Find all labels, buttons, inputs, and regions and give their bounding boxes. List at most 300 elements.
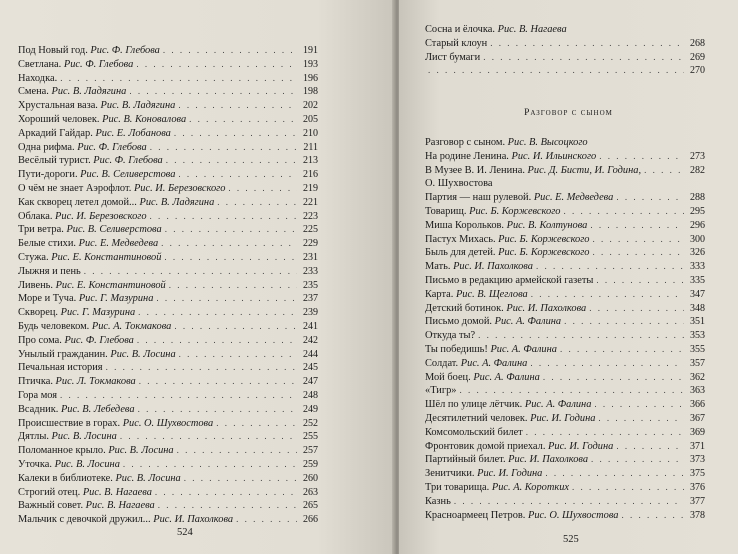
toc-page-number: 273 <box>690 150 705 162</box>
dot-leader <box>590 219 684 233</box>
toc-page-number: 265 <box>303 500 318 512</box>
toc-entry-title <box>425 453 588 467</box>
dot-leader <box>165 223 297 237</box>
illustrator-credit: Рис. Е. Медведева <box>533 192 614 204</box>
toc-entry-title <box>425 23 567 37</box>
dot-leader <box>228 182 297 196</box>
toc-entry-title <box>425 136 588 150</box>
toc-entry <box>18 458 318 472</box>
illustrator-credit: Рис. В. Лосина <box>54 458 120 470</box>
dot-leader <box>599 150 684 164</box>
poem-title: Быль для детей. <box>425 247 496 259</box>
dot-leader <box>84 265 297 279</box>
illustrator-credit: Рис. А. Фалина <box>524 399 592 411</box>
poem-title: Уточка. <box>18 458 53 470</box>
toc-entry-title <box>18 237 158 251</box>
poem-title: Красноармеец Петров. <box>425 509 526 521</box>
poem-title: Про сома. <box>18 334 62 346</box>
dot-leader <box>616 191 684 205</box>
toc-entry <box>425 233 705 247</box>
toc-page-number: 229 <box>303 238 318 250</box>
illustrator-credit: Рис. В. Ладягина <box>100 100 176 112</box>
illustrator-credit: Рис. В. Высоцкого <box>507 137 588 148</box>
dot-leader <box>138 306 297 320</box>
toc-entry <box>18 237 318 251</box>
toc-entry-title <box>18 417 213 431</box>
poem-title: «Тигр» <box>425 385 457 397</box>
poem-title: О чём не знает Аэрофлот. <box>18 182 132 194</box>
toc-entry-title <box>18 113 186 127</box>
poem-title: В Музее В. И. Ленина. <box>425 164 525 176</box>
toc-entry <box>425 288 705 302</box>
illustrator-credit: Рис. Ф. Глебова <box>64 334 134 346</box>
section-heading: Разговор с сыном <box>524 108 613 118</box>
toc-entry-title <box>18 334 134 348</box>
illustrator-credit: Рис. Е. Медведева <box>78 238 159 250</box>
toc-page-number: 263 <box>303 486 318 498</box>
toc-page-number: 221 <box>303 196 318 208</box>
poem-title: Партийный билет. <box>425 454 506 466</box>
toc-page-number: 247 <box>303 376 318 388</box>
poem-title: Мать. <box>425 261 451 273</box>
left-table-of-contents <box>18 44 318 527</box>
dot-leader <box>174 127 297 141</box>
illustrator-credit: Рис. А. Фалина <box>490 343 557 355</box>
right-toc-continued <box>425 23 705 78</box>
dot-leader <box>60 72 297 86</box>
toc-entry <box>425 191 705 205</box>
illustrator-credit: Рис. Б. Коржевского <box>498 233 590 245</box>
poem-title: Шёл по улице лётчик. <box>425 399 523 411</box>
toc-page-number: 268 <box>690 37 705 49</box>
toc-entry <box>425 23 705 37</box>
poem-title: Лист бумаги <box>425 51 481 63</box>
poem-title: Весёлый турист. <box>18 155 91 167</box>
toc-page-number: 357 <box>690 357 705 369</box>
dot-leader <box>536 260 684 274</box>
poem-title: Калеки в библиотеке. <box>18 472 113 484</box>
toc-entry <box>18 513 318 527</box>
toc-entry-title <box>18 348 176 362</box>
toc-entry-title <box>18 292 153 306</box>
poem-title: Ливень. <box>18 279 53 291</box>
toc-entry <box>425 509 705 523</box>
dot-leader <box>526 426 684 440</box>
toc-page-number: 378 <box>690 509 705 521</box>
toc-page-number: 366 <box>690 399 705 411</box>
toc-page-number: 335 <box>690 274 705 286</box>
toc-entry <box>18 251 318 265</box>
poem-title: Карта. <box>425 288 454 300</box>
toc-entry-title <box>425 440 613 454</box>
toc-entry <box>18 334 318 348</box>
dot-leader <box>644 164 684 178</box>
toc-page-number: 270 <box>690 65 705 77</box>
dot-leader <box>174 320 297 334</box>
poem-title: Зенитчики. <box>425 468 475 480</box>
toc-entry-title <box>18 265 81 279</box>
dot-leader <box>139 375 297 389</box>
toc-entry-title <box>425 150 596 164</box>
toc-entry-title <box>18 458 120 472</box>
illustrator-credit: Рис. В. Колтунова <box>506 219 588 231</box>
dot-leader <box>622 509 685 523</box>
toc-entry <box>425 37 705 51</box>
dot-leader <box>177 444 297 458</box>
left-page-number: 524 <box>177 527 193 538</box>
poem-title: Будь человеком. <box>18 320 90 332</box>
toc-page-number: 300 <box>690 233 705 245</box>
toc-entry-title <box>425 412 595 426</box>
toc-entry-title <box>18 44 160 58</box>
illustrator-credit: Рис. А. Коротких <box>491 481 570 493</box>
toc-page-number: 244 <box>303 348 318 360</box>
poem-title: Десятилетний человек. <box>425 412 528 424</box>
poem-title: Птичка. <box>18 376 53 388</box>
poem-title: Лыжня и пень <box>18 265 81 277</box>
poem-title: Разговор с сыном. <box>425 137 506 148</box>
illustrator-credit: Рис. В. Селиверстова <box>66 224 162 236</box>
toc-entry-title <box>18 168 175 182</box>
toc-entry <box>18 168 318 182</box>
toc-entry-title <box>18 320 171 334</box>
toc-entry <box>425 481 705 495</box>
toc-entry <box>18 430 318 444</box>
toc-page-number: 210 <box>303 127 318 139</box>
dot-leader <box>136 58 297 72</box>
toc-entry-title <box>18 99 175 113</box>
toc-page-number: 235 <box>303 279 318 291</box>
poem-title: О. Шухвостова <box>425 178 493 190</box>
toc-page-number: 296 <box>690 219 705 231</box>
illustrator-credit: Рис. И. Ильинского <box>511 150 597 162</box>
illustrator-credit: Рис. И. Березовского <box>133 182 226 194</box>
poem-title: Партия — наш рулевой. <box>425 192 532 204</box>
toc-page-number: 239 <box>303 307 318 319</box>
dot-leader <box>560 343 684 357</box>
dot-leader <box>530 357 684 371</box>
dot-leader <box>454 495 684 509</box>
toc-page-number: 225 <box>303 224 318 236</box>
toc-page-number: 191 <box>303 45 318 56</box>
poem-title: Старый клоун <box>425 37 488 49</box>
toc-entry <box>425 329 705 343</box>
toc-entry <box>425 64 705 78</box>
poem-title: Стужа. <box>18 251 49 263</box>
toc-entry <box>425 343 705 357</box>
toc-page-number: 233 <box>303 265 318 277</box>
toc-entry-title <box>18 196 214 210</box>
toc-entry <box>425 315 705 329</box>
dot-leader <box>129 85 297 99</box>
toc-page-number: 355 <box>690 343 705 355</box>
toc-entry-title <box>425 205 560 219</box>
toc-entry-title <box>18 223 162 237</box>
toc-entry-title <box>425 288 528 302</box>
illustrator-credit: Рис. И. Година <box>548 440 614 452</box>
poem-title: Сосна и ёлочка. <box>425 24 495 35</box>
illustrator-credit: Рис. В. Лосина <box>108 445 174 457</box>
poem-title: Три товарища. <box>425 481 490 493</box>
toc-page-number: 252 <box>303 417 318 429</box>
toc-entry <box>425 453 705 467</box>
toc-page-number: 367 <box>690 412 705 424</box>
poem-title: Ты победишь! <box>425 343 488 355</box>
right-page <box>399 0 738 554</box>
toc-page-number: 377 <box>690 495 705 507</box>
illustrator-credit: Рис. И. Година <box>477 468 543 480</box>
toc-entry <box>425 136 705 150</box>
dot-leader <box>236 513 297 527</box>
toc-entry-title <box>18 444 174 458</box>
dot-leader <box>123 458 297 472</box>
toc-entry-title <box>425 51 480 65</box>
illustrator-credit: Рис. В. Лосина <box>115 472 181 484</box>
toc-page-number: 266 <box>303 514 318 526</box>
toc-entry <box>18 389 318 403</box>
illustrator-credit: Рис. Е. Константиновой <box>55 279 166 291</box>
illustrator-credit: Рис. В. Лебедева <box>60 403 135 415</box>
toc-entry <box>18 72 318 86</box>
illustrator-credit: Рис. И. Година <box>530 412 596 424</box>
poem-title: Смена. <box>18 86 49 98</box>
toc-entry <box>425 384 705 398</box>
poem-title: Белые стихи. <box>18 238 77 250</box>
toc-entry-title <box>425 219 587 233</box>
illustrator-credit: Рис. А. Фалина <box>494 316 562 328</box>
toc-entry <box>425 150 705 164</box>
illustrator-credit: Рис. Г. Мазурина <box>78 293 154 305</box>
dot-leader <box>217 196 297 210</box>
toc-entry-title <box>18 127 171 141</box>
dot-leader <box>178 99 297 113</box>
toc-page-number: 282 <box>690 164 705 176</box>
dot-leader <box>543 371 684 385</box>
toc-entry-title <box>425 329 475 343</box>
poem-title: Строгий отец. <box>18 486 81 498</box>
toc-entry-title <box>425 164 641 178</box>
toc-page-number: 362 <box>690 371 705 383</box>
illustrator-credit: Рис. Е. Лобанова <box>95 127 171 139</box>
toc-entry-title <box>18 279 166 293</box>
toc-entry-title <box>425 481 569 495</box>
toc-entry <box>18 265 318 279</box>
toc-entry-title <box>18 85 126 99</box>
toc-entry <box>425 495 705 509</box>
dot-leader <box>616 440 684 454</box>
toc-page-number: 241 <box>303 320 318 332</box>
illustrator-credit: Рис. В. Лосина <box>51 431 117 443</box>
toc-entry <box>425 357 705 371</box>
poem-title: Гора моя <box>18 389 58 401</box>
toc-page-number: 295 <box>690 205 705 217</box>
toc-entry-title <box>18 58 133 72</box>
toc-entry <box>18 99 318 113</box>
dot-leader <box>490 37 684 51</box>
poem-title: Товарищ. <box>425 205 467 217</box>
toc-page-number: 202 <box>303 100 318 112</box>
poem-title: Миша Корольков. <box>425 219 505 231</box>
toc-entry-title <box>425 495 451 509</box>
toc-entry-title <box>18 472 181 486</box>
toc-entry <box>425 177 705 191</box>
poem-title: Мальчик с девочкой дружил... <box>18 514 151 526</box>
toc-entry-title <box>425 37 487 51</box>
toc-entry-title <box>425 315 561 329</box>
toc-entry <box>18 113 318 127</box>
toc-entry <box>425 246 705 260</box>
toc-entry <box>425 205 705 219</box>
toc-page-number: 347 <box>690 288 705 300</box>
dot-leader <box>163 44 297 58</box>
toc-entry-title <box>18 306 135 320</box>
poem-title: Происшествие в горах. <box>18 417 121 429</box>
toc-page-number: 260 <box>303 472 318 484</box>
toc-page-number: 269 <box>690 51 705 63</box>
poem-title: Поломанное крыло. <box>18 445 106 457</box>
illustrator-credit: Рис. Ф. Глебова <box>90 45 160 56</box>
poem-title: Хрустальная ваза. <box>18 100 98 112</box>
dot-leader <box>158 499 297 513</box>
toc-entry-title <box>425 233 590 247</box>
toc-page-number: 363 <box>690 385 705 397</box>
toc-entry-title <box>425 398 591 412</box>
toc-entry-title <box>18 375 136 389</box>
toc-page-number: 259 <box>303 458 318 470</box>
toc-entry-title <box>18 251 161 265</box>
toc-page-number: 255 <box>303 431 318 443</box>
toc-page-number: 333 <box>690 261 705 273</box>
dot-leader <box>216 417 297 431</box>
toc-entry <box>18 44 318 58</box>
illustrator-credit: Рис. И. Пахолкова <box>508 454 589 466</box>
poem-title: Фронтовик домой приехал. <box>425 440 546 452</box>
illustrator-credit: Рис. О. Шухвостова <box>528 509 619 521</box>
toc-entry-title <box>425 246 589 260</box>
toc-entry <box>18 472 318 486</box>
toc-entry-title <box>425 467 542 481</box>
dot-leader <box>184 472 297 486</box>
toc-entry-title <box>18 72 57 86</box>
toc-page-number: 371 <box>690 440 705 452</box>
toc-page-number: 231 <box>303 251 318 263</box>
poem-title: На родине Ленина. <box>425 150 509 162</box>
poem-title: Одна рифма. <box>18 141 75 153</box>
toc-page-number: 219 <box>303 182 318 194</box>
toc-entry <box>18 210 318 224</box>
dot-leader <box>161 237 297 251</box>
illustrator-credit: Рис. А. Токмакова <box>91 320 172 332</box>
illustrator-credit: Рис. В. Нагаева <box>82 486 152 498</box>
poem-title: Три ветра. <box>18 224 64 236</box>
toc-entry <box>425 164 705 178</box>
poem-title: Дятлы. <box>18 431 49 443</box>
toc-entry <box>425 426 705 440</box>
dot-leader <box>593 233 685 247</box>
toc-entry <box>18 403 318 417</box>
toc-entry-title <box>425 274 593 288</box>
toc-entry <box>18 348 318 362</box>
dot-leader <box>483 51 684 65</box>
toc-entry-title <box>425 260 533 274</box>
toc-page-number: 353 <box>690 330 705 342</box>
illustrator-credit: Рис. И. Пахолкова <box>153 514 234 526</box>
toc-entry <box>425 51 705 65</box>
illustrator-credit: Рис. О. Шухвостова <box>122 417 214 429</box>
dot-leader <box>531 288 684 302</box>
toc-entry <box>18 444 318 458</box>
toc-entry-title <box>425 302 586 316</box>
poem-title: Хороший человек. <box>18 113 100 125</box>
illustrator-credit: Рис. В. Коновалова <box>102 113 187 125</box>
toc-page-number: 257 <box>303 445 318 457</box>
dot-leader <box>428 64 684 78</box>
toc-page-number: 213 <box>303 155 318 167</box>
toc-page-number: 205 <box>303 113 318 125</box>
illustrator-credit: Рис. Л. Токмакова <box>55 376 136 388</box>
poem-title: Комсомольский билет <box>425 426 523 438</box>
poem-title: Важный совет. <box>18 500 84 512</box>
dot-leader <box>138 403 297 417</box>
toc-entry <box>425 302 705 316</box>
toc-entry <box>18 127 318 141</box>
toc-entry-title <box>18 430 117 444</box>
poem-title: Пастух Михась. <box>425 233 496 245</box>
dot-leader <box>169 279 297 293</box>
toc-entry-title <box>425 357 527 371</box>
illustrator-credit: Рис. Б. Коржевского <box>498 247 590 259</box>
poem-title: Печальная история <box>18 362 103 374</box>
poem-title: Облака. <box>18 210 53 222</box>
toc-entry <box>425 219 705 233</box>
illustrator-credit: Рис. А. Фалина <box>473 371 540 383</box>
toc-page-number: 288 <box>690 192 705 204</box>
toc-entry-title <box>18 361 103 375</box>
toc-page-number: 223 <box>303 210 318 222</box>
toc-entry <box>18 85 318 99</box>
illustrator-credit: Рис. В. Ладягина <box>139 196 215 208</box>
illustrator-credit: Рис. Ф. Глебова <box>93 155 163 167</box>
dot-leader <box>596 274 684 288</box>
dot-leader <box>178 168 297 182</box>
toc-page-number: 248 <box>303 389 318 401</box>
illustrator-credit: Рис. Ф. Глебова <box>63 58 134 70</box>
toc-entry-title <box>18 389 57 403</box>
poem-title: Светлана. <box>18 58 62 70</box>
toc-entry <box>18 499 318 513</box>
toc-page-number: 249 <box>303 403 318 415</box>
toc-page-number: 351 <box>690 316 705 328</box>
poem-title: Мой боец. <box>425 371 471 383</box>
dot-leader <box>572 481 684 495</box>
toc-page-number: 326 <box>690 247 705 259</box>
dot-leader <box>460 384 685 398</box>
dot-leader <box>478 329 684 343</box>
toc-entry-title <box>18 499 155 513</box>
toc-entry <box>425 260 705 274</box>
dot-leader <box>155 486 297 500</box>
dot-leader <box>60 389 297 403</box>
poem-title: Письмо домой. <box>425 316 492 328</box>
toc-entry <box>425 440 705 454</box>
poem-title: Детский ботинок. <box>425 302 504 314</box>
right-table-of-contents <box>425 136 705 522</box>
toc-entry <box>18 361 318 375</box>
poem-title: Солдат. <box>425 357 459 369</box>
toc-entry-title <box>425 426 523 440</box>
toc-entry <box>425 398 705 412</box>
toc-entry <box>18 486 318 500</box>
